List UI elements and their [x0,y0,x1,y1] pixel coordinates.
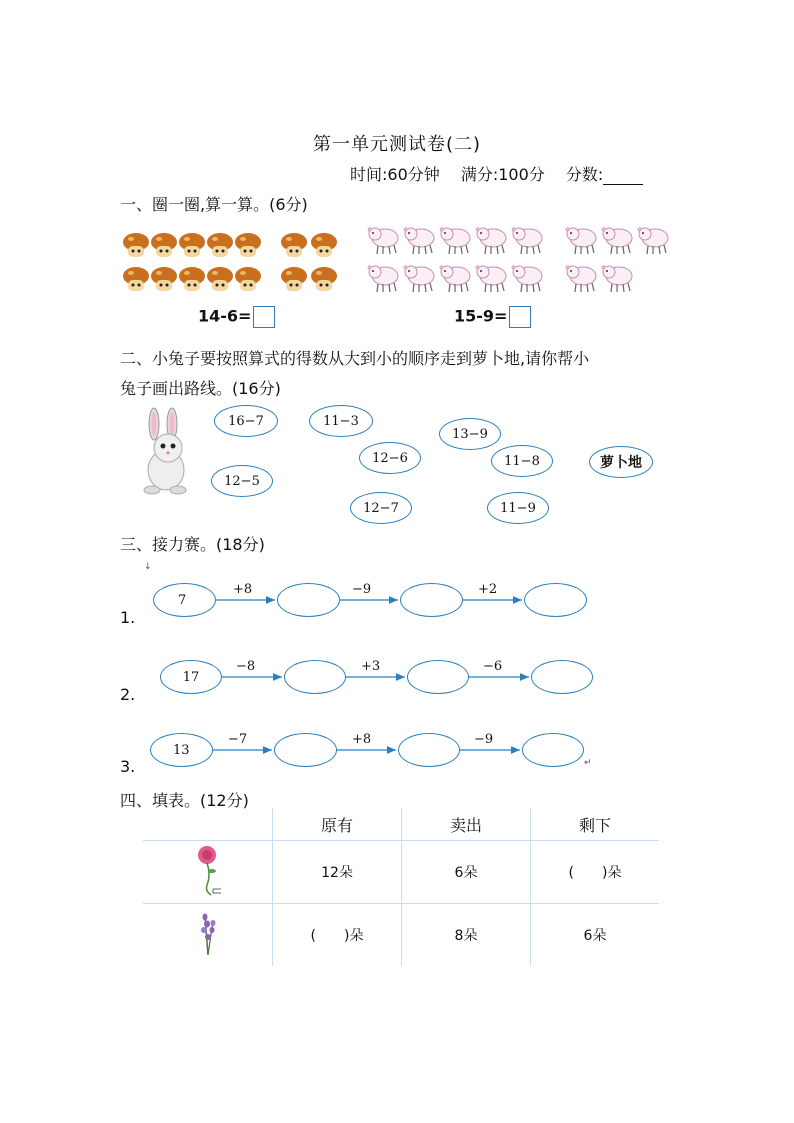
return-mark: ↵ [584,758,592,768]
sheep-icon [512,266,542,292]
path-oval-1[interactable]: 16−7 [214,405,278,437]
table-cell: 8朵 [402,904,531,967]
section4-heading: 四、填表。(12分) [120,791,249,810]
mushroom-icon [235,267,261,291]
sheep-icon [404,228,434,254]
sheep-icon [476,228,506,254]
mushroom-group [120,228,350,300]
section3-heading: 三、接力赛。(18分) [120,535,265,554]
relay-1-answer-3[interactable] [524,583,587,617]
path-oval-2[interactable]: 11−3 [309,405,373,437]
sheep-icon [368,266,398,292]
relay-1-op-2: −9 [352,582,372,597]
mushroom-icon [311,267,337,291]
sheep-icon [368,228,398,254]
path-oval-4[interactable]: 12−6 [359,442,421,474]
sheep-icon [566,228,596,254]
mushroom-icon [281,267,307,291]
relay-2-start: 17 [160,660,222,694]
table-cell-answer[interactable]: ( )朵 [273,904,402,967]
destination-oval[interactable]: 萝卜地 [589,446,653,478]
section1-heading: 一、圈一圈,算一算。(6分) [120,195,308,214]
lavender-icon [195,909,221,957]
table-row [143,904,659,967]
equation-2-text: 15-9= [454,306,508,326]
mushroom-icon [123,233,149,257]
relay-2-answer-3[interactable] [531,660,593,694]
sheep-icon [602,266,632,292]
relay-2-op-1: −8 [236,659,256,674]
rose-icon [193,843,223,897]
equation-2 [454,306,531,328]
table-cell: 6朵 [402,841,531,904]
table-row-icon-cell [143,904,273,967]
relay-3-op-3: −9 [474,732,494,747]
time-label: 时间:60分钟 [350,165,440,184]
relay-2-answer-1[interactable] [284,660,346,694]
sheep-icon [512,228,542,254]
section2-heading-line1: 二、小兔子要按照算式的得数从大到小的顺序走到萝卜地,请你帮小 [120,349,590,368]
sheep-icon [404,266,434,292]
mushroom-icon [235,233,261,257]
sheep-icon [440,228,470,254]
relay-3-op-1: −7 [228,732,248,747]
mushroom-icon [151,267,177,291]
equation-1 [198,306,275,328]
path-oval-6[interactable]: 12−5 [211,465,273,497]
path-oval-8[interactable]: 11−9 [487,492,549,524]
table-row-icon-cell [143,841,273,904]
table-header-cell: 原有 [273,808,402,841]
mushroom-icon [151,233,177,257]
relay-1-op-3: +2 [478,582,498,597]
relay-3-answer-3[interactable] [522,733,584,767]
down-arrow-mark: ↓ [144,562,152,572]
table-header-cell: 卖出 [402,808,531,841]
relay-3-op-2: +8 [352,732,372,747]
relay-row-3-number: 3. [120,757,136,776]
answer-box-2[interactable] [509,306,531,328]
relay-2-op-2: +3 [361,659,381,674]
page-title: 第一单元测试卷(二) [312,134,482,155]
relay-3-answer-2[interactable] [398,733,460,767]
relay-1-answer-2[interactable] [400,583,463,617]
sheep-icon [566,266,596,292]
sheep-icon [440,266,470,292]
relay-3-answer-1[interactable] [274,733,337,767]
relay-2-op-3: −6 [483,659,503,674]
equation-1-text: 14-6= [198,306,252,326]
mushroom-icon [179,233,205,257]
sheep-icon [476,266,506,292]
mushroom-icon [179,267,205,291]
relay-row-1-number: 1. [120,608,136,627]
path-oval-7[interactable]: 12−7 [350,492,412,524]
exam-meta [350,162,659,185]
mushroom-icon [311,233,337,257]
fill-table [143,808,659,966]
sheep-icon [602,228,632,254]
score-label: 分数: [565,165,604,184]
answer-box-1[interactable] [253,306,275,328]
table-row [143,841,659,904]
relay-1-op-1: +8 [233,582,253,597]
mushroom-icon [207,233,233,257]
relay-row-2-number: 2. [120,685,136,704]
relay-1-start: 7 [153,583,216,617]
table-cell-answer[interactable]: ( )朵 [531,841,660,904]
relay-2-answer-2[interactable] [407,660,469,694]
mushroom-icon [207,267,233,291]
rabbit-icon [138,406,190,496]
table-header-row [143,808,659,841]
path-oval-5[interactable]: 11−8 [491,445,553,477]
sheep-group [365,222,675,298]
section2-heading-line2: 兔子画出路线。(16分) [120,379,281,398]
sheep-icon [638,228,668,254]
relay-1-answer-1[interactable] [277,583,340,617]
mushroom-icon [281,233,307,257]
path-oval-3[interactable]: 13−9 [439,418,501,450]
table-cell: 12朵 [273,841,402,904]
full-score-label: 满分:100分 [460,165,545,184]
mushroom-icon [123,267,149,291]
relay-3-start: 13 [150,733,213,767]
table-header-cell: 剩下 [531,808,660,841]
table-header-empty [143,808,273,841]
table-cell: 6朵 [531,904,660,967]
score-blank[interactable] [603,168,643,185]
